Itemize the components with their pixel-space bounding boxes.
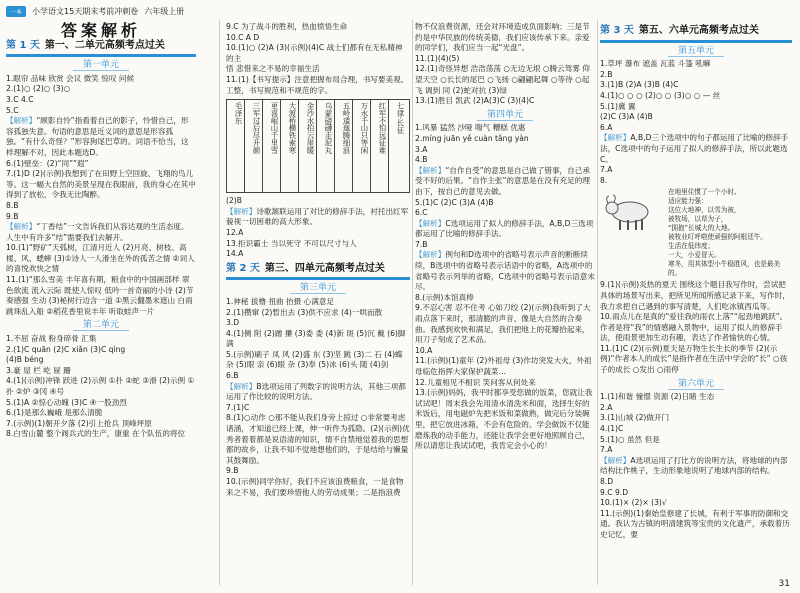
answer-line: 12.儿童相见不相识 笑问客从何处来	[415, 377, 536, 387]
analysis-text: C选项运用了拟人的修辞手法，A,B,D三选项都运用了比喻的修辞手法。	[415, 218, 594, 239]
series-logo: 一本	[6, 6, 26, 17]
answer-line: 4.(1)(示例)冲锋 跃进 (2)示例 ①扑 ②蛇 ③滑 (2)示例 ①扑 ②炉 ③冈 ④号	[6, 376, 195, 396]
answer-list	[600, 59, 792, 186]
answer-line: 10.C A D	[226, 32, 260, 42]
answer-line: 2.(1)C quān (2)C xiǎn (3)C qìng	[6, 344, 126, 354]
day-heading	[226, 264, 410, 275]
analysis-text: 诗歌颔联运用了对比的修辞手法，衬托出红军藐视一切困难的高大形象。	[226, 206, 409, 227]
day-title: 第三、四单元高频考点过关	[264, 262, 385, 274]
answer-line: 3.(1)B (2)A (3)B (4)C	[600, 80, 679, 90]
answer-list	[415, 123, 595, 451]
answer-list	[226, 297, 410, 498]
day-title: 第五、六单元高频考点过关	[638, 25, 759, 36]
answer-line: 12.(1)奇怪异想 浩浩荡荡 ○无边无垠 ○腾云驾雾 仰望天空 ○长长的尾巴 ○飞扬 ○翩翩起舞 ○等待 ○起飞 调到 同 (2)蛇对抗 (3)绿	[415, 64, 590, 95]
diagram-notes	[668, 188, 792, 278]
yak-diagram	[600, 188, 792, 278]
answer-line: 4.(1)C	[600, 424, 624, 434]
diagram-note: 一大，小爱冒天。	[668, 251, 721, 260]
answer-line: 4.B	[415, 155, 428, 165]
answer-line: 13.(1)胜目 凯武 (2)A(3)C (3)(4)C	[415, 96, 535, 106]
page-header	[6, 4, 184, 18]
analysis-label: 【解析】	[226, 206, 257, 216]
analysis-note	[226, 207, 410, 228]
answer-line: 6.(1)壁垒：(2)“同”“遐”	[6, 158, 89, 168]
answer-line: 8.D	[600, 477, 614, 486]
column-2	[226, 22, 410, 498]
poem-line: 乌蒙磅礴走泥丸	[317, 100, 335, 192]
answer-line: 6.(1)是那么巍峨 是那么清脆	[6, 408, 103, 418]
poem-calligraphy-grid	[226, 99, 410, 193]
answer-line: 6.A	[600, 122, 613, 132]
page-number: 31	[778, 579, 790, 589]
poem-line: 万水千山只等闲	[353, 100, 371, 192]
answer-line: 3.C 4.C	[6, 94, 34, 104]
poem-line: 大渡桥横铁索寒	[281, 100, 299, 192]
unit-title: 第一单元	[73, 60, 129, 71]
grade-label: 六年级上册	[144, 6, 185, 16]
answer-line: 1.神秘 拔橹 扭曲 抬摄 心满意足	[226, 296, 335, 306]
answer-line: 8.白雪山麓 整个阀兵式的生产，康重 在个队伍的将位	[6, 429, 186, 439]
unit-heading	[6, 60, 196, 71]
analysis-label: 【解析】	[6, 116, 37, 126]
column-divider	[412, 20, 413, 585]
analysis-text: “自作自受”的意思是自己做了错事，自己承受不好的后果。“自作主张”的意思是在没有充足的理由下，按自己的意见去做。	[415, 165, 590, 196]
yak-illustration	[600, 188, 664, 234]
answer-line: 物不仅浪费资源，还会对环境造成负面影响；三是节约是中华民族的传统美德，我们应该传承下来。亲爱的同学们，我们应当一起“光盘”。	[415, 22, 590, 53]
answer-line: 2.míng juān yě cuàn tǎng yàn	[415, 133, 529, 143]
answer-list	[600, 392, 792, 540]
answer-line: 4.(1)○ ○ ○ (2)○ ○ (3)○ ○ — 丝	[600, 90, 721, 100]
day-rule	[600, 40, 792, 43]
answer-line: 4.(1)侧 附 (2)蹭 攥 (3)委 委 (4)新 斑 (5)沉 戴 (6)脚 满	[226, 328, 406, 349]
analysis-note	[415, 250, 595, 292]
answer-line: 13.(示例)妈妈，我平时都享受您做的饭菜，您就让我试试吧！周末我会先用清水清洗米和面，选择生好的米饭后，用电磁炉先把米饭和菜做熟，做完后分装碗里，把它放进冰箱，不会有危险的。学会做饭不仅能磨炼我的动手能力，还能让我学会更好地照顾自己，所以请您让我试试吧，我肯定会小心的！	[415, 388, 593, 451]
answer-list	[6, 74, 196, 318]
answer-line: 8.(示例)本馆真棒	[415, 292, 474, 302]
unit-heading	[600, 379, 792, 390]
analysis-text: “丁香结”一文告诉我们从容达观的生活态度。人生中有许多“结”需要我们去解开。	[6, 222, 189, 242]
day-number: 第 1 天	[6, 39, 40, 51]
series-title: 小学语文15天期末考前冲刺卷	[32, 6, 139, 16]
answer-line: 5.(示例)刷子 凤 风 (2)盛 东 (3)坚 跳 (3)二 石 (4)蝶 杂 (5)眼 亲 (6)眼 杂 (3)奉 (5)冰 (6)头 随 (4)剑	[226, 349, 403, 370]
answer-line: 10.(示例)同学你好，我们不应该浪费粮食，一是食物来之不易，我们要珍惜他人的劳动成果；二是指浪费	[226, 477, 404, 497]
day-number: 第 2 天	[226, 262, 260, 274]
analysis-label: 【解析】	[600, 133, 631, 143]
answer-line: 3.D	[226, 318, 240, 328]
column-divider	[219, 20, 220, 585]
answer-line: 5.C	[6, 105, 19, 115]
analysis-label: 【解析】	[600, 455, 631, 465]
analysis-label: 【解析】	[226, 381, 257, 391]
answer-line: 1.风暴 猛然 沙哑 喘气 糟糕 优惠	[415, 123, 526, 133]
diagram-note: 这位大地神，以雪为被，	[668, 206, 741, 215]
answer-line: 8.B	[6, 200, 19, 210]
analysis-text: 例句和D选项中的省略号表示声音的断断续续，B选项中的省略号表示话语中的省略，A选项中的省略号表示列举的省略，C选项中的省略号表示语意未尽。	[415, 250, 595, 292]
diagram-note: 适应能力强：	[668, 197, 708, 206]
unit-heading	[226, 283, 410, 294]
answer-line: 9.C 9.D	[600, 487, 629, 497]
answer-line: 11.(示例)(1)秦始皇修建了长城，有利于军事的防御和交通。我认为古镇的明清建筑等宝贵的文化遗产，承载着历史记忆，要	[600, 508, 790, 539]
answer-line: 3.豪 屋 栏 屹 屉 跚	[6, 365, 71, 375]
answer-line: 2.(1)○ (2)○ (3)○	[6, 84, 71, 94]
day-heading	[600, 26, 792, 37]
diagram-note: “拥抱”长城大的大地。	[668, 224, 735, 233]
unit-title: 第六单元	[668, 379, 724, 390]
answer-list	[226, 196, 410, 260]
answer-line: 10.(1)○ (2)A (3)(示例)(4)C 战士们都有在无私精神的主	[226, 43, 403, 63]
answer-line: 9.B	[226, 466, 239, 476]
day-number: 第 3 天	[600, 25, 634, 36]
analysis-note	[415, 219, 595, 240]
answer-line: 9.B	[6, 211, 19, 221]
analysis-label: 【解析】	[6, 222, 37, 232]
answer-line: 5.(1)C (2)C (3)A (4)B	[415, 197, 494, 207]
unit-title: 第二单元	[73, 320, 129, 331]
answer-line: 7.(示例)(1)朝开夕落 (2)引上抢兵 顶峰坪原	[6, 418, 152, 428]
day-heading	[6, 41, 196, 52]
answer-line: 1.(1)和谐 憧憬 资源 (2)日睹 生态	[600, 392, 715, 402]
answer-line: 1.不屈 奋战 粉身碎骨 汇集	[6, 334, 97, 344]
poem-line: 五岭逶迤腾细浪	[335, 100, 353, 192]
answer-line: 11.(1)“那么雪美 丰年喜有期，粮食中的中国画部样 翠色欲流 流入云际 既使人惊叹 低吟一首奇丽的小诗 (2)节奏感强 生动 (3)秘树行边含一道 ①黑云翻墨未遮山 白雨跳珠乱入船 ②稻花香里说丰年 听取蛙声一片	[6, 275, 194, 316]
answer-line: 1.草坪 瀑布 遮盖 瓦蓝 斗篷 吼嘛	[600, 59, 711, 69]
diagram-note: 生活在低纬度；	[668, 242, 715, 251]
day-rule	[6, 54, 196, 57]
day-rule	[226, 277, 410, 280]
poem-line: 毛泽东	[227, 100, 245, 192]
unit-heading	[6, 320, 196, 331]
unit-heading	[415, 110, 595, 121]
answer-line: 7.A	[600, 165, 613, 175]
analysis-note	[6, 222, 196, 243]
analysis-text: A选项运用了打比方的说明方法，将地球的内部结构比作桃子，生动形象地说明了地球内部的结构。	[600, 455, 788, 476]
answer-line: 悟 悲惜来之不易的幸福生活	[226, 64, 320, 74]
answer-line: 2.(1)攒窜 (2)暂出去 (3)供不应求 (4)一哄而散	[226, 307, 383, 317]
answer-list	[6, 334, 196, 440]
answer-list	[415, 22, 595, 107]
analysis-text: “顾影自怜”指看着自己的影子，怜惜自己，形容孤独失意。句语的意思是近义词的意思是形容孤独。“有什么奇怪？”形容狗尾巴草的。词语不恰当，这样理解不对，因此本题选D。	[6, 116, 189, 157]
answer-line: 10.(1)× (2)× (3)√	[600, 498, 667, 508]
answer-line: 7.A	[600, 445, 613, 455]
column-1	[6, 22, 196, 440]
column-3	[415, 22, 595, 452]
answer-line: 11.(1)【书写提示】注意把握布局合理，书写要美观、工整，书写规范和不规范的字。	[226, 74, 409, 95]
analysis-text: B选项运用了列数字的说明方法，其他三项都运用了作比较的说明方法。	[226, 381, 406, 402]
analysis-label: 【解析】	[415, 218, 446, 228]
analysis-text: A,B,D三个选项中的句子都运用了比喻的修辞手法，C选项中的句子运用了拟人的修辞手法，所以此题选C。	[600, 133, 789, 164]
answer-line: (4)B béng	[6, 355, 44, 365]
analysis-note	[226, 382, 410, 403]
answer-line: (2)B	[226, 196, 242, 206]
column-divider	[597, 20, 598, 585]
unit-heading	[600, 46, 792, 57]
poem-line: 红军不怕远征难	[371, 100, 389, 192]
page-title: 答案解析	[60, 21, 141, 40]
answer-line: 12.A	[226, 227, 244, 237]
answer-line: 2.B	[600, 69, 613, 79]
answer-line: 3.A	[415, 144, 428, 154]
unit-title: 第三单元	[290, 283, 346, 294]
answer-line: (2)C (3)A (4)B	[600, 112, 653, 122]
analysis-label: 【解析】	[415, 250, 446, 260]
poem-line: 三军过后尽开颜	[245, 100, 263, 192]
answer-line: 11.(示例)(1)童年 (2)外祖母 (3)作坊突发大火，外祖母临危指挥大家保护蔬菜…	[415, 356, 592, 376]
diagram-note: 被牧业叮呼啦使顽强的阿根廷牛。	[668, 233, 767, 242]
answer-line: 10.(1)“野矿”天弧树，江清月近人 (2)月亮、树枝、高楼、风、蟋蟀 (3)①诗人一人滑坐在外的孤苦之情 ②词人的喜悦欢快之情	[6, 243, 195, 274]
answer-line: 3.(1)山城 (2)做开门	[600, 413, 670, 423]
unit-title: 第五单元	[668, 46, 724, 57]
answer-line: 8.(1)○动作 ○那不能从我们身旁上掠过 ○非常要考虑诸涵，才知道已经上课，伸一听件为孤隐。(2)(示例)优秀者着着都是说语清的知识，情不自禁地觉着我的思想都的故乡，让我不知不觉地想他们的，于是结给与懒量其鼓舞励。	[226, 413, 410, 465]
answer-line: 14.A	[226, 249, 244, 259]
answer-line: 11.(1)(4)(5)	[415, 53, 460, 63]
answer-line: 13.拒识霸士 当以死守 不可以尺寸与人	[226, 238, 357, 248]
answer-list	[226, 22, 410, 96]
answer-list	[600, 280, 792, 375]
answer-line: 7.B	[415, 239, 428, 249]
answer-line: 8.	[600, 175, 608, 185]
poem-line: 七律·长征	[396, 102, 405, 135]
answer-line: 5.(1)○ 虽然 但是	[600, 434, 660, 444]
answer-line: 6.B	[226, 371, 239, 381]
answer-line: 10.雨点儿在是真的“爱往我的雨衣上落”“起劲地跳跃”。作者是将“我”的情感融入景物中，运用了拟人的修辞手法，使雨景更加生动有趣，表达了作者愉快的心情。	[600, 312, 788, 343]
answer-line: 6.C	[415, 208, 428, 218]
analysis-note	[415, 166, 595, 198]
analysis-note	[6, 116, 196, 158]
column-4	[600, 22, 792, 541]
diagram-note: 被牧场，以草为子，	[668, 215, 728, 224]
poem-line: 金沙水拍云崖暖	[299, 100, 317, 192]
answer-line: 5.(1)A ②惊心动魄 (3)C ④一股劲烈	[6, 397, 127, 407]
answer-line: 11.(1)C (2)(示例)夏天是万物生长生长的季节 (2)(示例)“作者本人的成长”是指作者在生活中学会的“长” ○孩子的成长 ○发出 ○雨停	[600, 343, 788, 375]
day-title: 第一、二单元高频考点过关	[44, 39, 165, 51]
analysis-note	[600, 133, 792, 165]
answer-line: 9.不忍心害 忍不住考 心如刀绞 (2)(示例)我听到了大雨点落下来时，那清脆的声音，像是大自然的合奏曲。我感到欢快和满足，我们把地上的花瓣拾起来，用刀子刻成了艺术品。	[415, 303, 591, 345]
answer-line: 5.(1)冀 翼	[600, 101, 636, 111]
answer-line: 10.A	[415, 345, 433, 355]
unit-title: 第四单元	[477, 110, 533, 121]
analysis-label: 【解析】	[415, 165, 446, 175]
diagram-note: 寒冬，用其体型小牛稳胜风，也是最美的。	[668, 260, 781, 278]
answer-line: 9.C 为了战斗的胜利，热血愤悟生命	[226, 22, 348, 31]
answer-line: 7.(1)D (2)(示例)我想到了在田野上空回旋、飞翔的鸟儿等。这一幅大自然的美景呈现在我眼前，我的身心在其中得到了放松，令我无比陶醉。	[6, 169, 196, 200]
answer-line: 2.A	[600, 402, 613, 412]
diagram-note: 在地里住惯了一个小时。	[668, 188, 741, 197]
answer-line: 7.(1)C	[226, 402, 250, 412]
poem-line: 更喜岷山千里雪	[263, 100, 281, 192]
analysis-note	[600, 456, 792, 477]
answer-line: 9.(1)(示例)炎热的夏天 围绕这个题目我写作时，尝试把具体的场景写出来，把所见所闻所感记录下来，写作时，我力求把自己遇到的事写清楚，人们吃冰镇西瓜等。	[600, 280, 790, 311]
answer-line: 1.眼帘 品味 欣赏 会议 微笑 惊叹 问候	[6, 73, 135, 83]
